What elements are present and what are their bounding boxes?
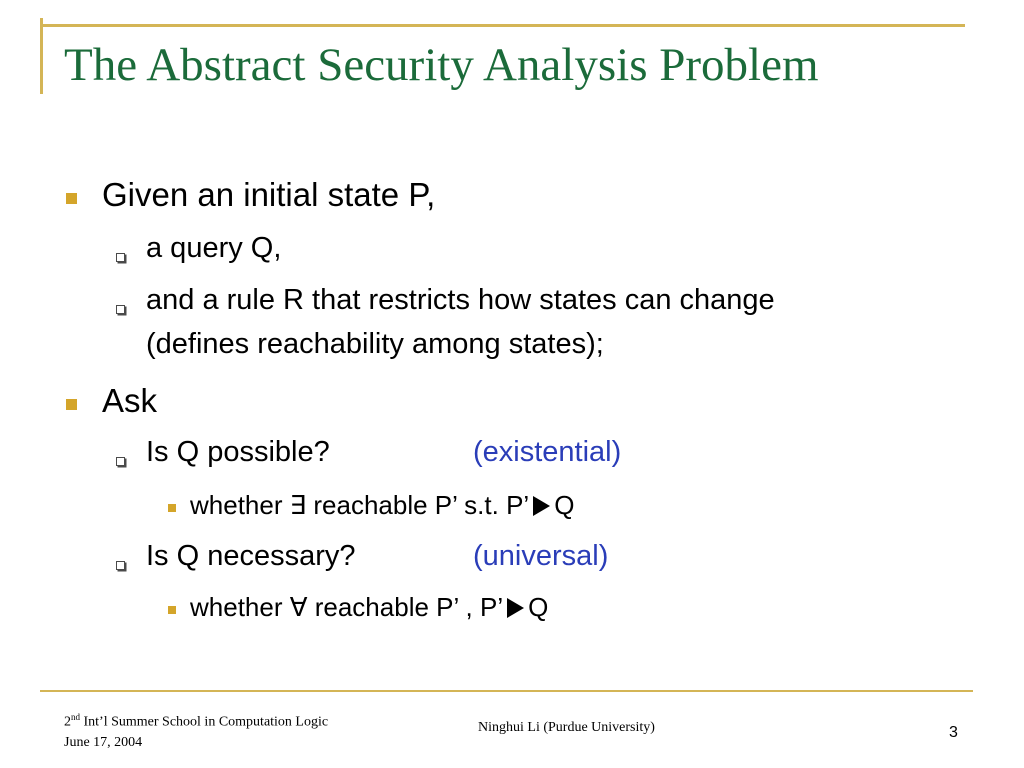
bullet-rule-line2: (defines reachability among states); [146,328,604,360]
footer-date: June 17, 2004 [64,734,143,750]
bullet-possible: Is Q possible? [146,436,330,468]
slide-frame-vertical [40,18,43,94]
bullet-rule-line1: and a rule R that restricts how states can change [146,284,775,316]
bullet-ask: Ask [102,382,158,419]
footer-event [64,707,328,753]
footer-event-sup-num: 2 [64,714,71,730]
footer-divider [40,690,973,692]
bullet-given: Given an initial state P, [102,176,436,213]
bullet-square-icon [66,399,77,410]
page-number: 3 [949,724,958,741]
possible-detail-text: whether ∃ reachable P’ s.t. P’ [190,490,530,520]
bullet-small-icon [168,606,176,614]
bullet-necessary-tag: (universal) [473,540,609,572]
bullet-necessary: Is Q necessary? [146,540,356,572]
footer-event-sup: nd [71,712,80,722]
necessary-detail-text: whether ∀ reachable P’ , P’ [190,592,504,622]
footer-event-text: Int’l Summer School in Computation Logic [83,714,329,730]
bullet-query: a query Q, [146,232,282,264]
footer-author: Ninghui Li (Purdue University) [478,720,655,735]
implies-triangle-icon [507,598,524,618]
bullet-hollow-icon [116,305,125,314]
bullet-square-icon [66,193,77,204]
bullet-hollow-icon [116,561,125,570]
bullet-possible-tag: (existential) [473,436,622,468]
bullet-small-icon [168,504,176,512]
slide-frame-horizontal [40,24,965,27]
bullet-hollow-icon [116,253,125,262]
necessary-detail-q: Q [528,592,549,622]
possible-detail-q: Q [554,490,575,520]
slide-title: The Abstract Security Analysis Problem [64,39,819,91]
bullet-possible-detail [190,490,574,521]
footer-event-name [64,707,328,733]
bullet-necessary-detail [190,592,548,623]
implies-triangle-icon [533,496,550,516]
bullet-hollow-icon [116,457,125,466]
